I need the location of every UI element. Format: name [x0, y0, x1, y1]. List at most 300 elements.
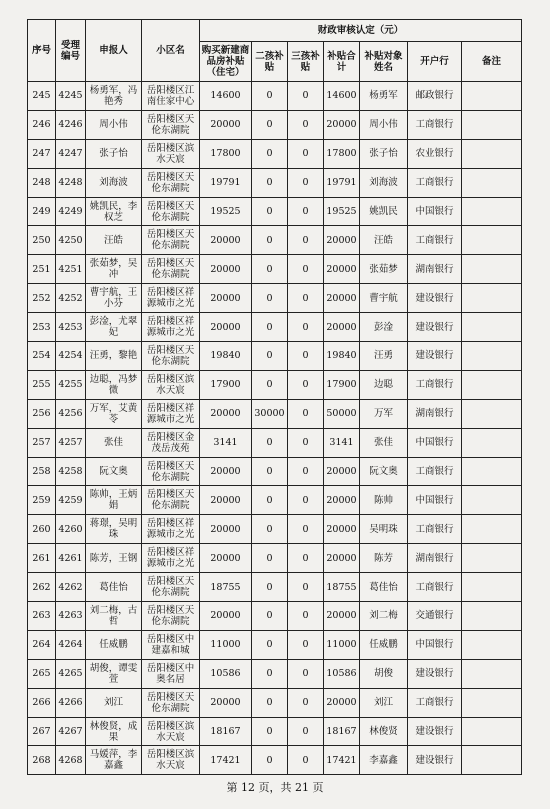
cell-total: 3141 [324, 428, 360, 457]
cell-recipient: 胡俊 [360, 659, 408, 688]
cell-second-child: 0 [252, 573, 288, 602]
cell-community: 岳阳楼区祥源城市之光 [142, 284, 200, 313]
cell-third-child: 0 [288, 544, 324, 573]
cell-remark [462, 342, 522, 371]
cell-house-subsidy: 20000 [200, 457, 252, 486]
cell-remark [462, 399, 522, 428]
cell-bank: 工商银行 [408, 515, 462, 544]
cell-house-subsidy: 20000 [200, 602, 252, 631]
cell-bank: 工商银行 [408, 457, 462, 486]
cell-bank: 工商银行 [408, 168, 462, 197]
cell-seq: 251 [28, 255, 56, 284]
cell-recipient: 张子怡 [360, 139, 408, 168]
cell-remark [462, 659, 522, 688]
cell-accept-no: 4256 [56, 399, 86, 428]
cell-remark [462, 573, 522, 602]
table-row [28, 688, 522, 717]
table-row [28, 544, 522, 573]
cell-third-child: 0 [288, 659, 324, 688]
cell-bank: 农业银行 [408, 139, 462, 168]
cell-recipient: 阮文奥 [360, 457, 408, 486]
cell-remark [462, 110, 522, 139]
cell-applicant: 张子怡 [86, 139, 142, 168]
cell-third-child: 0 [288, 602, 324, 631]
cell-remark [462, 197, 522, 226]
cell-bank: 交通银行 [408, 602, 462, 631]
table-row [28, 515, 522, 544]
cell-house-subsidy: 20000 [200, 255, 252, 284]
table-row [28, 168, 522, 197]
cell-total: 20000 [324, 110, 360, 139]
table-row [28, 573, 522, 602]
table-row [28, 342, 522, 371]
cell-applicant: 曹宇航，王小芬 [86, 284, 142, 313]
cell-community: 岳阳楼区祥源城市之光 [142, 515, 200, 544]
cell-accept-no: 4260 [56, 515, 86, 544]
cell-recipient: 杨勇军 [360, 82, 408, 111]
col-recipient-header: 补贴对象姓名 [360, 42, 408, 82]
cell-remark [462, 457, 522, 486]
cell-applicant: 周小伟 [86, 110, 142, 139]
cell-community: 岳阳楼区天伦东湖院 [142, 573, 200, 602]
col-community-header: 小区名 [142, 20, 200, 82]
cell-community: 岳阳楼区金茂岳茂苑 [142, 428, 200, 457]
cell-third-child: 0 [288, 342, 324, 371]
cell-house-subsidy: 20000 [200, 110, 252, 139]
cell-second-child: 0 [252, 515, 288, 544]
cell-recipient: 刘海波 [360, 168, 408, 197]
cell-recipient: 周小伟 [360, 110, 408, 139]
cell-recipient: 葛佳怡 [360, 573, 408, 602]
col-remark-header: 备注 [462, 42, 522, 82]
cell-second-child: 0 [252, 486, 288, 515]
table-row [28, 82, 522, 111]
cell-community: 岳阳楼区中建嘉和城 [142, 630, 200, 659]
cell-accept-no: 4259 [56, 486, 86, 515]
cell-third-child: 0 [288, 486, 324, 515]
cell-applicant: 胡俊，谭雯萱 [86, 659, 142, 688]
cell-recipient: 姚凯民 [360, 197, 408, 226]
cell-community: 岳阳楼区祥源城市之光 [142, 313, 200, 342]
cell-accept-no: 4268 [56, 746, 86, 775]
cell-bank: 工商银行 [408, 573, 462, 602]
cell-community: 岳阳楼区滨水天宸 [142, 139, 200, 168]
cell-seq: 259 [28, 486, 56, 515]
cell-total: 20000 [324, 313, 360, 342]
cell-total: 19525 [324, 197, 360, 226]
cell-applicant: 彭淦，尤翠妃 [86, 313, 142, 342]
cell-recipient: 陈芳 [360, 544, 408, 573]
table-row [28, 457, 522, 486]
cell-house-subsidy: 14600 [200, 82, 252, 111]
cell-third-child: 0 [288, 110, 324, 139]
cell-house-subsidy: 20000 [200, 544, 252, 573]
cell-remark [462, 370, 522, 399]
cell-bank: 建设银行 [408, 717, 462, 746]
cell-second-child: 0 [252, 139, 288, 168]
col-accept-no-header: 受理编号 [56, 20, 86, 82]
cell-second-child: 0 [252, 313, 288, 342]
cell-house-subsidy: 20000 [200, 486, 252, 515]
table-row [28, 139, 522, 168]
cell-third-child: 0 [288, 717, 324, 746]
cell-accept-no: 4263 [56, 602, 86, 631]
cell-applicant: 刘二梅，古哲 [86, 602, 142, 631]
col-total-header: 补贴合计 [324, 42, 360, 82]
cell-bank: 中国银行 [408, 197, 462, 226]
cell-remark [462, 428, 522, 457]
cell-community: 岳阳楼区天伦东湖院 [142, 486, 200, 515]
cell-total: 50000 [324, 399, 360, 428]
cell-community: 岳阳楼区天伦东湖院 [142, 197, 200, 226]
cell-seq: 254 [28, 342, 56, 371]
cell-seq: 258 [28, 457, 56, 486]
cell-house-subsidy: 17800 [200, 139, 252, 168]
cell-seq: 250 [28, 226, 56, 255]
cell-accept-no: 4246 [56, 110, 86, 139]
cell-bank: 工商银行 [408, 226, 462, 255]
cell-seq: 256 [28, 399, 56, 428]
cell-house-subsidy: 20000 [200, 313, 252, 342]
cell-second-child: 0 [252, 544, 288, 573]
cell-total: 19840 [324, 342, 360, 371]
cell-remark [462, 486, 522, 515]
cell-house-subsidy: 20000 [200, 284, 252, 313]
cell-applicant: 葛佳怡 [86, 573, 142, 602]
cell-accept-no: 4252 [56, 284, 86, 313]
col-bank-header: 开户行 [408, 42, 462, 82]
cell-house-subsidy: 18755 [200, 573, 252, 602]
cell-applicant: 汪勇，黎艳 [86, 342, 142, 371]
cell-recipient: 曹宇航 [360, 284, 408, 313]
cell-seq: 266 [28, 688, 56, 717]
cell-bank: 工商银行 [408, 370, 462, 399]
cell-recipient: 万军 [360, 399, 408, 428]
subsidy-table [27, 19, 522, 775]
table-row [28, 226, 522, 255]
cell-seq: 252 [28, 284, 56, 313]
cell-third-child: 0 [288, 255, 324, 284]
cell-second-child: 0 [252, 342, 288, 371]
cell-second-child: 0 [252, 688, 288, 717]
cell-second-child: 0 [252, 457, 288, 486]
cell-accept-no: 4261 [56, 544, 86, 573]
cell-third-child: 0 [288, 428, 324, 457]
cell-accept-no: 4245 [56, 82, 86, 111]
col-second-child-header: 二孩补贴 [252, 42, 288, 82]
cell-bank: 湖南银行 [408, 399, 462, 428]
cell-bank: 建设银行 [408, 342, 462, 371]
col-house-subsidy-header: 购买新建商品房补贴（住宅） [200, 42, 252, 82]
cell-recipient: 刘江 [360, 688, 408, 717]
cell-community: 岳阳楼区祥源城市之光 [142, 399, 200, 428]
table-row [28, 370, 522, 399]
col-applicant-header: 申报人 [86, 20, 142, 82]
cell-third-child: 0 [288, 746, 324, 775]
cell-community: 岳阳楼区天伦东湖院 [142, 110, 200, 139]
cell-seq: 268 [28, 746, 56, 775]
cell-house-subsidy: 19840 [200, 342, 252, 371]
cell-applicant: 陈芳，王钢 [86, 544, 142, 573]
cell-third-child: 0 [288, 630, 324, 659]
cell-bank: 中国银行 [408, 486, 462, 515]
cell-remark [462, 313, 522, 342]
cell-bank: 中国银行 [408, 630, 462, 659]
cell-second-child: 0 [252, 82, 288, 111]
cell-total: 20000 [324, 284, 360, 313]
cell-accept-no: 4248 [56, 168, 86, 197]
cell-second-child: 30000 [252, 399, 288, 428]
cell-seq: 249 [28, 197, 56, 226]
cell-accept-no: 4264 [56, 630, 86, 659]
cell-total: 18755 [324, 573, 360, 602]
cell-seq: 255 [28, 370, 56, 399]
cell-third-child: 0 [288, 284, 324, 313]
table-row [28, 717, 522, 746]
cell-community: 岳阳楼区祥源城市之光 [142, 544, 200, 573]
cell-applicant: 蒋璟，吴明珠 [86, 515, 142, 544]
cell-total: 20000 [324, 544, 360, 573]
cell-recipient: 林俊贤 [360, 717, 408, 746]
cell-seq: 248 [28, 168, 56, 197]
cell-third-child: 0 [288, 313, 324, 342]
cell-third-child: 0 [288, 82, 324, 111]
cell-total: 18167 [324, 717, 360, 746]
cell-applicant: 阮文奥 [86, 457, 142, 486]
cell-bank: 工商银行 [408, 110, 462, 139]
cell-seq: 260 [28, 515, 56, 544]
cell-third-child: 0 [288, 457, 324, 486]
cell-bank: 湖南银行 [408, 255, 462, 284]
table-row [28, 746, 522, 775]
cell-remark [462, 630, 522, 659]
cell-remark [462, 688, 522, 717]
cell-remark [462, 515, 522, 544]
cell-bank: 建设银行 [408, 659, 462, 688]
table-row [28, 313, 522, 342]
cell-third-child: 0 [288, 197, 324, 226]
cell-bank: 工商银行 [408, 688, 462, 717]
cell-third-child: 0 [288, 168, 324, 197]
cell-house-subsidy: 3141 [200, 428, 252, 457]
cell-total: 14600 [324, 82, 360, 111]
col-third-child-header: 三孩补贴 [288, 42, 324, 82]
cell-applicant: 姚凯民，李权芝 [86, 197, 142, 226]
finance-review-group-header: 财政审核认定（元） [200, 20, 522, 42]
cell-total: 11000 [324, 630, 360, 659]
cell-house-subsidy: 17421 [200, 746, 252, 775]
cell-total: 20000 [324, 515, 360, 544]
cell-applicant: 任威鹏 [86, 630, 142, 659]
cell-remark [462, 82, 522, 111]
cell-total: 20000 [324, 486, 360, 515]
table-row [28, 659, 522, 688]
cell-remark [462, 226, 522, 255]
cell-accept-no: 4258 [56, 457, 86, 486]
cell-second-child: 0 [252, 370, 288, 399]
cell-accept-no: 4251 [56, 255, 86, 284]
cell-recipient: 张佳 [360, 428, 408, 457]
cell-seq: 263 [28, 602, 56, 631]
cell-house-subsidy: 19791 [200, 168, 252, 197]
cell-second-child: 0 [252, 255, 288, 284]
cell-remark [462, 602, 522, 631]
cell-community: 岳阳楼区江南住家中心 [142, 82, 200, 111]
cell-second-child: 0 [252, 226, 288, 255]
cell-accept-no: 4250 [56, 226, 86, 255]
cell-recipient: 彭淦 [360, 313, 408, 342]
cell-seq: 245 [28, 82, 56, 111]
table-row [28, 630, 522, 659]
cell-house-subsidy: 20000 [200, 688, 252, 717]
cell-community: 岳阳楼区滨水天宸 [142, 370, 200, 399]
cell-remark [462, 168, 522, 197]
cell-total: 10586 [324, 659, 360, 688]
cell-second-child: 0 [252, 284, 288, 313]
cell-bank: 邮政银行 [408, 82, 462, 111]
cell-community: 岳阳楼区天伦东湖院 [142, 602, 200, 631]
table-row [28, 255, 522, 284]
cell-total: 20000 [324, 602, 360, 631]
cell-applicant: 马媛萍，李嘉鑫 [86, 746, 142, 775]
cell-bank: 建设银行 [408, 746, 462, 775]
cell-total: 20000 [324, 688, 360, 717]
cell-applicant: 刘江 [86, 688, 142, 717]
cell-second-child: 0 [252, 717, 288, 746]
cell-seq: 261 [28, 544, 56, 573]
cell-accept-no: 4262 [56, 573, 86, 602]
cell-remark [462, 139, 522, 168]
cell-applicant: 林俊贤，成果 [86, 717, 142, 746]
cell-accept-no: 4254 [56, 342, 86, 371]
cell-community: 岳阳楼区天伦东湖院 [142, 457, 200, 486]
cell-second-child: 0 [252, 630, 288, 659]
cell-bank: 湖南银行 [408, 544, 462, 573]
table-row [28, 197, 522, 226]
cell-seq: 262 [28, 573, 56, 602]
cell-recipient: 任威鹏 [360, 630, 408, 659]
cell-house-subsidy: 11000 [200, 630, 252, 659]
cell-third-child: 0 [288, 370, 324, 399]
cell-community: 岳阳楼区天伦东湖院 [142, 688, 200, 717]
cell-applicant: 边聪，冯梦微 [86, 370, 142, 399]
cell-bank: 建设银行 [408, 284, 462, 313]
cell-house-subsidy: 10586 [200, 659, 252, 688]
cell-house-subsidy: 18167 [200, 717, 252, 746]
cell-total: 17421 [324, 746, 360, 775]
cell-seq: 253 [28, 313, 56, 342]
cell-accept-no: 4255 [56, 370, 86, 399]
cell-accept-no: 4265 [56, 659, 86, 688]
cell-seq: 246 [28, 110, 56, 139]
cell-community: 岳阳楼区天伦东湖院 [142, 226, 200, 255]
cell-seq: 265 [28, 659, 56, 688]
cell-second-child: 0 [252, 197, 288, 226]
cell-recipient: 张茹梦 [360, 255, 408, 284]
cell-applicant: 刘海波 [86, 168, 142, 197]
cell-recipient: 吴明珠 [360, 515, 408, 544]
cell-applicant: 杨勇军，冯艳秀 [86, 82, 142, 111]
cell-total: 17900 [324, 370, 360, 399]
table-row [28, 602, 522, 631]
cell-bank: 中国银行 [408, 428, 462, 457]
cell-recipient: 边聪 [360, 370, 408, 399]
cell-total: 17800 [324, 139, 360, 168]
cell-third-child: 0 [288, 139, 324, 168]
cell-remark [462, 746, 522, 775]
cell-second-child: 0 [252, 110, 288, 139]
cell-third-child: 0 [288, 688, 324, 717]
cell-recipient: 刘二梅 [360, 602, 408, 631]
cell-seq: 264 [28, 630, 56, 659]
cell-seq: 267 [28, 717, 56, 746]
cell-bank: 建设银行 [408, 313, 462, 342]
cell-accept-no: 4257 [56, 428, 86, 457]
cell-second-child: 0 [252, 659, 288, 688]
cell-community: 岳阳楼区滨水天宸 [142, 746, 200, 775]
table-row [28, 284, 522, 313]
cell-total: 19791 [324, 168, 360, 197]
table-row [28, 110, 522, 139]
cell-house-subsidy: 20000 [200, 399, 252, 428]
table-row [28, 399, 522, 428]
cell-total: 20000 [324, 226, 360, 255]
cell-third-child: 0 [288, 226, 324, 255]
cell-recipient: 陈帅 [360, 486, 408, 515]
cell-accept-no: 4253 [56, 313, 86, 342]
cell-house-subsidy: 17900 [200, 370, 252, 399]
table-row [28, 486, 522, 515]
cell-applicant: 陈帅，王炳娟 [86, 486, 142, 515]
cell-applicant: 万军，艾黄苓 [86, 399, 142, 428]
cell-accept-no: 4267 [56, 717, 86, 746]
cell-applicant: 张茹梦，吴冲 [86, 255, 142, 284]
cell-applicant: 张佳 [86, 428, 142, 457]
page-footer: 第 12 页，共 21 页 [226, 781, 324, 794]
cell-third-child: 0 [288, 573, 324, 602]
cell-community: 岳阳楼区滨水天宸 [142, 717, 200, 746]
cell-community: 岳阳楼区天伦东湖院 [142, 342, 200, 371]
cell-recipient: 汪勇 [360, 342, 408, 371]
cell-total: 20000 [324, 255, 360, 284]
cell-house-subsidy: 20000 [200, 515, 252, 544]
table-row [28, 428, 522, 457]
cell-remark [462, 255, 522, 284]
cell-total: 20000 [324, 457, 360, 486]
col-seq-header: 序号 [28, 20, 56, 82]
cell-community: 岳阳楼区中奥名居 [142, 659, 200, 688]
cell-community: 岳阳楼区天伦东湖院 [142, 255, 200, 284]
cell-second-child: 0 [252, 746, 288, 775]
cell-remark [462, 284, 522, 313]
cell-accept-no: 4249 [56, 197, 86, 226]
cell-remark [462, 544, 522, 573]
cell-seq: 247 [28, 139, 56, 168]
header-row-1 [28, 20, 522, 42]
cell-third-child: 0 [288, 399, 324, 428]
cell-seq: 257 [28, 428, 56, 457]
cell-recipient: 李嘉鑫 [360, 746, 408, 775]
table-body [28, 82, 522, 775]
cell-second-child: 0 [252, 168, 288, 197]
cell-applicant: 汪皓 [86, 226, 142, 255]
cell-third-child: 0 [288, 515, 324, 544]
cell-second-child: 0 [252, 602, 288, 631]
cell-community: 岳阳楼区天伦东湖院 [142, 168, 200, 197]
cell-accept-no: 4247 [56, 139, 86, 168]
cell-house-subsidy: 19525 [200, 197, 252, 226]
cell-recipient: 汪皓 [360, 226, 408, 255]
